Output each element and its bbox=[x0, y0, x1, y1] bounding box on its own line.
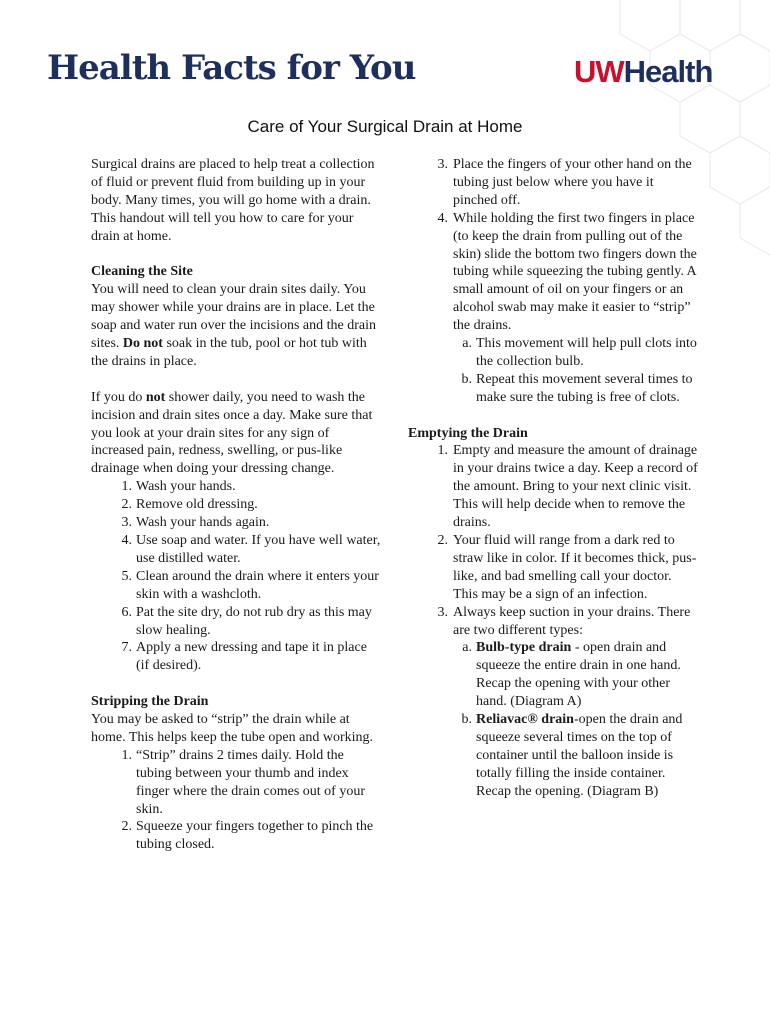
empty-step: 1. Empty and measure the amount of drainage in your drains twice a day. Keep a record of the amount. Bring to your next clinic visit. This will help decide when to remove the drains. bbox=[437, 443, 698, 531]
cleaning-heading: Cleaning the Site bbox=[91, 264, 193, 280]
cleaning-step: 5. Clean around the drain where it enters your skin with a washcloth. bbox=[121, 568, 379, 602]
cleaning-text-b: soak in the tub, pool or hot tub with the drains in place. bbox=[91, 336, 367, 369]
strip-substep: b. Repeat this movement several times to make sure the tubing is free of clots. bbox=[461, 371, 693, 405]
cleaning-do-not: Do not bbox=[122, 336, 163, 352]
cleaning-text-a: You will need to clean your drain sites daily. You may shower while your drains are in place. Let the soap and water run over the incisions and the drain sites. bbox=[91, 282, 376, 352]
health-facts-brand-title: Health Facts for You bbox=[47, 48, 416, 88]
cleaning-step: 4. Use soap and water. If you have well water, use distilled water. bbox=[121, 533, 381, 566]
cleaning-step: 7. Apply a new dressing and tape it in place (if desired). bbox=[121, 640, 367, 674]
drain-type-name: Reliavac® drain bbox=[476, 712, 574, 728]
shower-not: not bbox=[145, 389, 166, 405]
strip-step: 4. While holding the first two fingers in place (to keep the drain from pulling out of the skin) slide the bottom two fingers down the tubing while squeezing the tubing gently. A small amount of oil on your fingers or an alcohol swab may make it easier to “strip” the drains. bbox=[437, 210, 697, 334]
intro-paragraph: Surgical drains are placed to help treat a collection of fluid or prevent fluid from building up in your body. Many times, you will go home with a drain. This handout will tell you how to care for your drain at home. bbox=[91, 157, 375, 244]
empty-step: 3. Always keep suction in your drains. There are two different types: bbox=[437, 604, 691, 638]
cleaning-step: 6. Pat the site dry, do not rub dry as this may slow healing. bbox=[121, 604, 372, 638]
shower-text-a: If you do bbox=[91, 389, 143, 405]
emptying-heading: Emptying the Drain bbox=[408, 425, 528, 441]
right-column bbox=[408, 156, 698, 801]
drain-type-name: Bulb-type drain bbox=[476, 640, 572, 656]
drain-type-item: a. Bulb-type drain - open drain and squeeze the entire drain in one hand. Recap the opening with your other hand. (Diagram A) bbox=[462, 640, 681, 710]
cleaning-step: 3. Wash your hands again. bbox=[121, 515, 270, 531]
uw-health-logo bbox=[574, 54, 712, 90]
shower-paragraph bbox=[91, 389, 381, 479]
stripping-paragraph: You may be asked to “strip” the drain while at home. This helps keep the tube open and working. bbox=[91, 712, 374, 745]
empty-step: 2. Your fluid will range from a dark red to straw like in color. If it becomes thick, pus-like, and bad smelling call your doctor. This may be a sign of an infection. bbox=[437, 533, 697, 602]
cleaning-step: 1. Wash your hands. bbox=[121, 479, 236, 495]
shower-text-b: shower daily, you need to wash the incision and drain sites once a day. Make sure that you look at your drain sites for any sign of increased pain, redness, swelling, or pus-like drainage when doing your dressing change. bbox=[91, 389, 373, 477]
drain-type-item: b. Reliavac® drain-open the drain and squeeze several times on the top of container until the balloon inside is totally filling the inside container. Recap the opening. (Diagram B) bbox=[461, 712, 683, 799]
strip-substep: a. This movement will help pull clots into the collection bulb. bbox=[462, 336, 697, 369]
stripping-heading: Stripping the Drain bbox=[91, 694, 209, 710]
strip-step: 1. “Strip” drains 2 times daily. Hold the tubing between your thumb and index finger where the drain comes out of your skin. bbox=[121, 747, 365, 817]
strip-step: 2. Squeeze your fingers together to pinch the tubing closed. bbox=[121, 819, 374, 853]
logo-uw: UW bbox=[574, 54, 624, 89]
cleaning-paragraph bbox=[91, 281, 381, 371]
cleaning-step: 2. Remove old dressing. bbox=[121, 497, 258, 513]
strip-step: 3. Place the fingers of your other hand on the tubing just below where you have it pinched off. bbox=[437, 157, 692, 208]
document-title: Care of Your Surgical Drain at Home bbox=[247, 117, 523, 136]
left-column bbox=[91, 156, 381, 854]
logo-health: Health bbox=[623, 54, 713, 89]
